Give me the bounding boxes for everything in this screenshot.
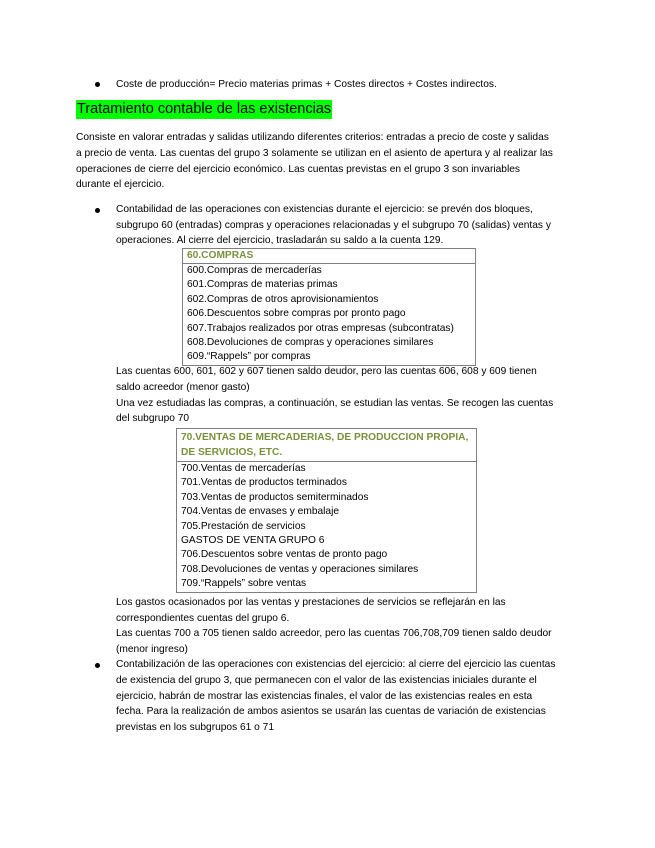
- ventas-title-line: 70.VENTAS DE MERCADERIAS, DE PRODUCCION PROPIA,: [181, 432, 469, 443]
- paragraph-line: correspondientes cuentas del grupo 6.: [116, 613, 290, 624]
- table-row: 708.Devoluciones de ventas y operaciones similares: [181, 563, 419, 575]
- ventas-title-line: DE SERVICIOS, ETC.: [181, 446, 283, 458]
- paragraph-line: subgrupo 60 (entradas) compras y operaciones relacionadas y el subgrupo 70 (salidas) ventas y: [116, 220, 551, 231]
- paragraph-line: Contabilización de las operaciones con existencias del ejercicio: al cierre del ejercicio las cuentas: [116, 659, 556, 670]
- paragraph-line: ejercicio, habrán de mostrar las existencias finales, el valor de las existencias reales en esta: [116, 691, 533, 702]
- table-row: 601.Compras de materias primas: [187, 279, 338, 291]
- table-row: 701.Ventas de productos terminados: [181, 477, 347, 489]
- paragraph-line: del subgrupo 70: [116, 413, 190, 424]
- ventas-table-title: [177, 429, 476, 462]
- paragraph-line: fecha. Para la realización de ambos asientos se usarán las cuentas de variación de existencias: [116, 706, 546, 717]
- paragraph-line: a precio de venta. Las cuentas del grupo 3 solamente se utilizan en el asiento de apertura y al realizar las: [76, 148, 553, 159]
- table-row: 609.“Rappels” por compras: [187, 351, 311, 363]
- paragraph-line: Los gastos ocasionados por las ventas y prestaciones de servicios se reflejarán en las: [116, 597, 506, 608]
- compras-table-title: 60.COMPRAS: [183, 249, 475, 264]
- table-row: 606.Descuentos sobre compras por pronto pago: [187, 308, 406, 320]
- paragraph-line: operaciones. Al cierre del ejercicio, trasladarán su saldo a la cuenta 129.: [116, 235, 444, 246]
- compras-accounts-table: [182, 248, 476, 366]
- production-cost-formula: Coste de producción= Precio materias primas + Costes directos + Costes indirectos.: [116, 79, 497, 90]
- table-row: 700.Ventas de mercaderías: [181, 463, 306, 474]
- paragraph-line: Las cuentas 700 a 705 tienen saldo acreedor, pero las cuentas 706,708,709 tienen saldo deudor: [116, 628, 552, 639]
- table-row: 703.Ventas de productos semiterminados: [181, 491, 369, 503]
- table-row: 706.Descuentos sobre ventas de pronto pago: [181, 549, 388, 561]
- table-row: 705.Prestación de servicios: [181, 520, 306, 532]
- bullet-marker: [95, 208, 100, 213]
- ventas-accounts-table: [176, 428, 477, 593]
- paragraph-line: Una vez estudiadas las compras, a continuación, se estudian las ventas. Se recogen las cuentas: [116, 398, 554, 409]
- bullet-marker: [95, 663, 100, 668]
- paragraph-line: durante el ejercicio.: [76, 179, 165, 190]
- table-row: 602.Compras de otros aprovisionamientos: [187, 293, 379, 305]
- paragraph-line: Las cuentas 600, 601, 602 y 607 tienen saldo deudor, pero las cuentas 606, 608 y 609 tienen: [116, 366, 537, 377]
- paragraph-line: previstas en los subgrupos 61 o 71: [116, 722, 275, 733]
- paragraph-line: saldo acreedor (menor gasto): [116, 382, 250, 393]
- paragraph-line: Consiste en valorar entradas y salidas utilizando diferentes criterios: entradas a precio de coste y salidas: [76, 132, 549, 143]
- paragraph-line: de existencia del grupo 3, que permanecen con el valor de las existencias iniciales durante el: [116, 675, 537, 686]
- table-row: 709.“Rappels” sobre ventas: [181, 578, 307, 590]
- section-heading: Tratamiento contable de las existencias: [77, 101, 332, 117]
- paragraph-line: Contabilidad de las operaciones con existencias durante el ejercicio: se prevén dos bloques,: [116, 204, 533, 215]
- table-row: 608.Devoluciones de compras y operaciones similares: [187, 337, 434, 349]
- bullet-marker: [95, 82, 100, 87]
- table-row: GASTOS DE VENTA GRUPO 6: [181, 535, 325, 547]
- table-row: 704.Ventas de envases y embalaje: [181, 506, 340, 518]
- table-row: 607.Trabajos realizados por otras empresas (subcontratas): [187, 322, 454, 334]
- paragraph-line: (menor ingreso): [116, 644, 188, 655]
- table-row: 600.Compras de mercaderías: [187, 265, 322, 276]
- paragraph-line: operaciones de cierre del ejercicio económico. Las cuentas previstas en el grupo 3 son invariables: [76, 164, 520, 175]
